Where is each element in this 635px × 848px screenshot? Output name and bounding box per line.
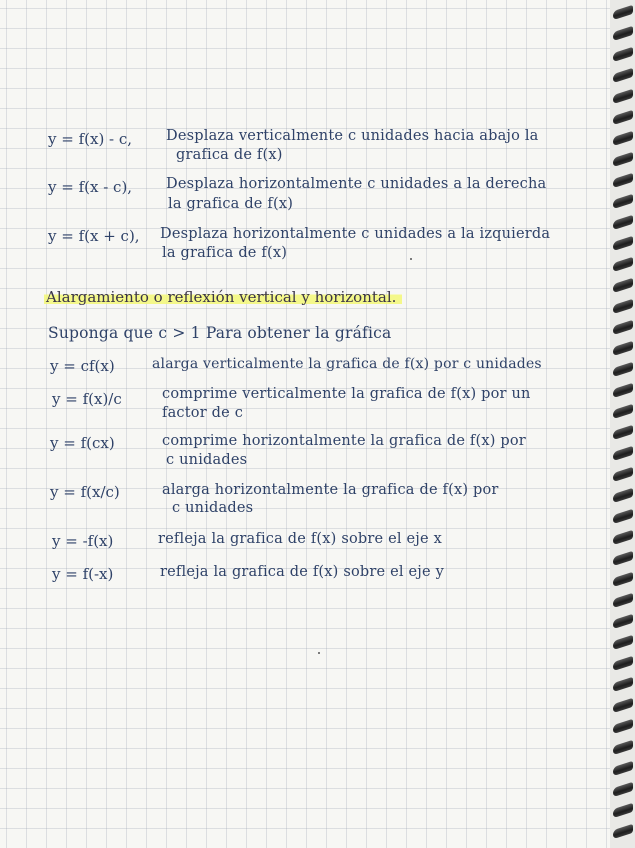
spiral-coil [613,698,633,713]
spiral-coil [613,803,633,818]
spiral-coil [613,551,633,566]
horizontal-compress-description: comprime horizontalmente la grafica de f(x) por [162,433,526,449]
spiral-coil [613,740,633,755]
spiral-coil [613,824,633,839]
intro-text: Suponga que c > 1 Para obtener la gráfica [48,324,392,342]
spiral-coil [613,677,633,692]
spiral-coil [613,5,633,20]
spiral-coil [613,488,633,503]
shift-left-description-cont: la grafica de f(x) [162,245,288,261]
reflect-y-description: refleja la grafica de f(x) sobre el eje y [160,564,444,580]
spiral-coil [613,320,633,335]
spiral-coil [613,572,633,587]
section-heading: Alargamiento o reflexión vertical y horizontal. [44,288,402,306]
horizontal-stretch-description: alarga horizontalmente la grafica de f(x) por [162,482,499,498]
spiral-coil [613,761,633,776]
spiral-coil [613,215,633,230]
spiral-coil [613,383,633,398]
spiral-coil [613,89,633,104]
spiral-coil [613,47,633,62]
spiral-coil [613,278,633,293]
shift-down-description: Desplaza verticalmente c unidades hacia abajo la [166,128,539,144]
spiral-coil [613,404,633,419]
spiral-coil [613,530,633,545]
spiral-coil [613,236,633,251]
horizontal-stretch-equation: y = f(x/c) [50,483,120,501]
vertical-stretch-description: alarga verticalmente la grafica de f(x) por c unidades [152,356,542,372]
shift-right-description: Desplaza horizontalmente c unidades a la derecha [166,176,547,192]
horizontal-compress-equation: y = f(cx) [50,434,115,452]
spiral-coil [613,131,633,146]
shift-right-equation: y = f(x - c), [48,178,133,196]
spiral-coil [613,341,633,356]
spiral-binding [610,0,635,848]
spiral-coil [613,635,633,650]
spiral-coil [613,656,633,671]
spiral-coil [613,152,633,167]
spiral-coil [613,467,633,482]
spiral-coil [613,26,633,41]
spiral-coil [613,719,633,734]
reflect-y-equation: y = f(-x) [52,565,114,583]
spiral-coil [613,257,633,272]
spiral-coil [613,362,633,377]
spiral-coil [613,194,633,209]
vertical-stretch-equation: y = cf(x) [50,357,115,375]
vertical-compress-description: comprime verticalmente la grafica de f(x) por un [162,386,531,402]
pen-dot [410,258,412,260]
reflect-x-description: refleja la grafica de f(x) sobre el eje x [158,531,442,547]
shift-left-description: Desplaza horizontalmente c unidades a la izquierda [160,226,551,242]
spiral-coil [613,614,633,629]
spiral-coil [613,593,633,608]
vertical-compress-description-cont: factor de c [162,405,244,421]
pen-dot [318,652,320,654]
spiral-coil [613,425,633,440]
shift-down-description-cont: grafica de f(x) [176,147,283,163]
reflect-x-equation: y = -f(x) [52,532,114,550]
spiral-coil [613,173,633,188]
shift-right-description-cont: la grafica de f(x) [168,196,294,212]
shift-left-equation: y = f(x + c), [48,227,140,245]
vertical-compress-equation: y = f(x)/c [52,390,122,408]
spiral-coil [613,299,633,314]
horizontal-stretch-description-cont: c unidades [172,500,254,516]
spiral-coil [613,110,633,125]
spiral-coil [613,782,633,797]
spiral-coil [613,446,633,461]
spiral-coil [613,68,633,83]
shift-down-equation: y = f(x) - c, [48,130,133,148]
horizontal-compress-description-cont: c unidades [166,452,248,468]
spiral-coil [613,509,633,524]
